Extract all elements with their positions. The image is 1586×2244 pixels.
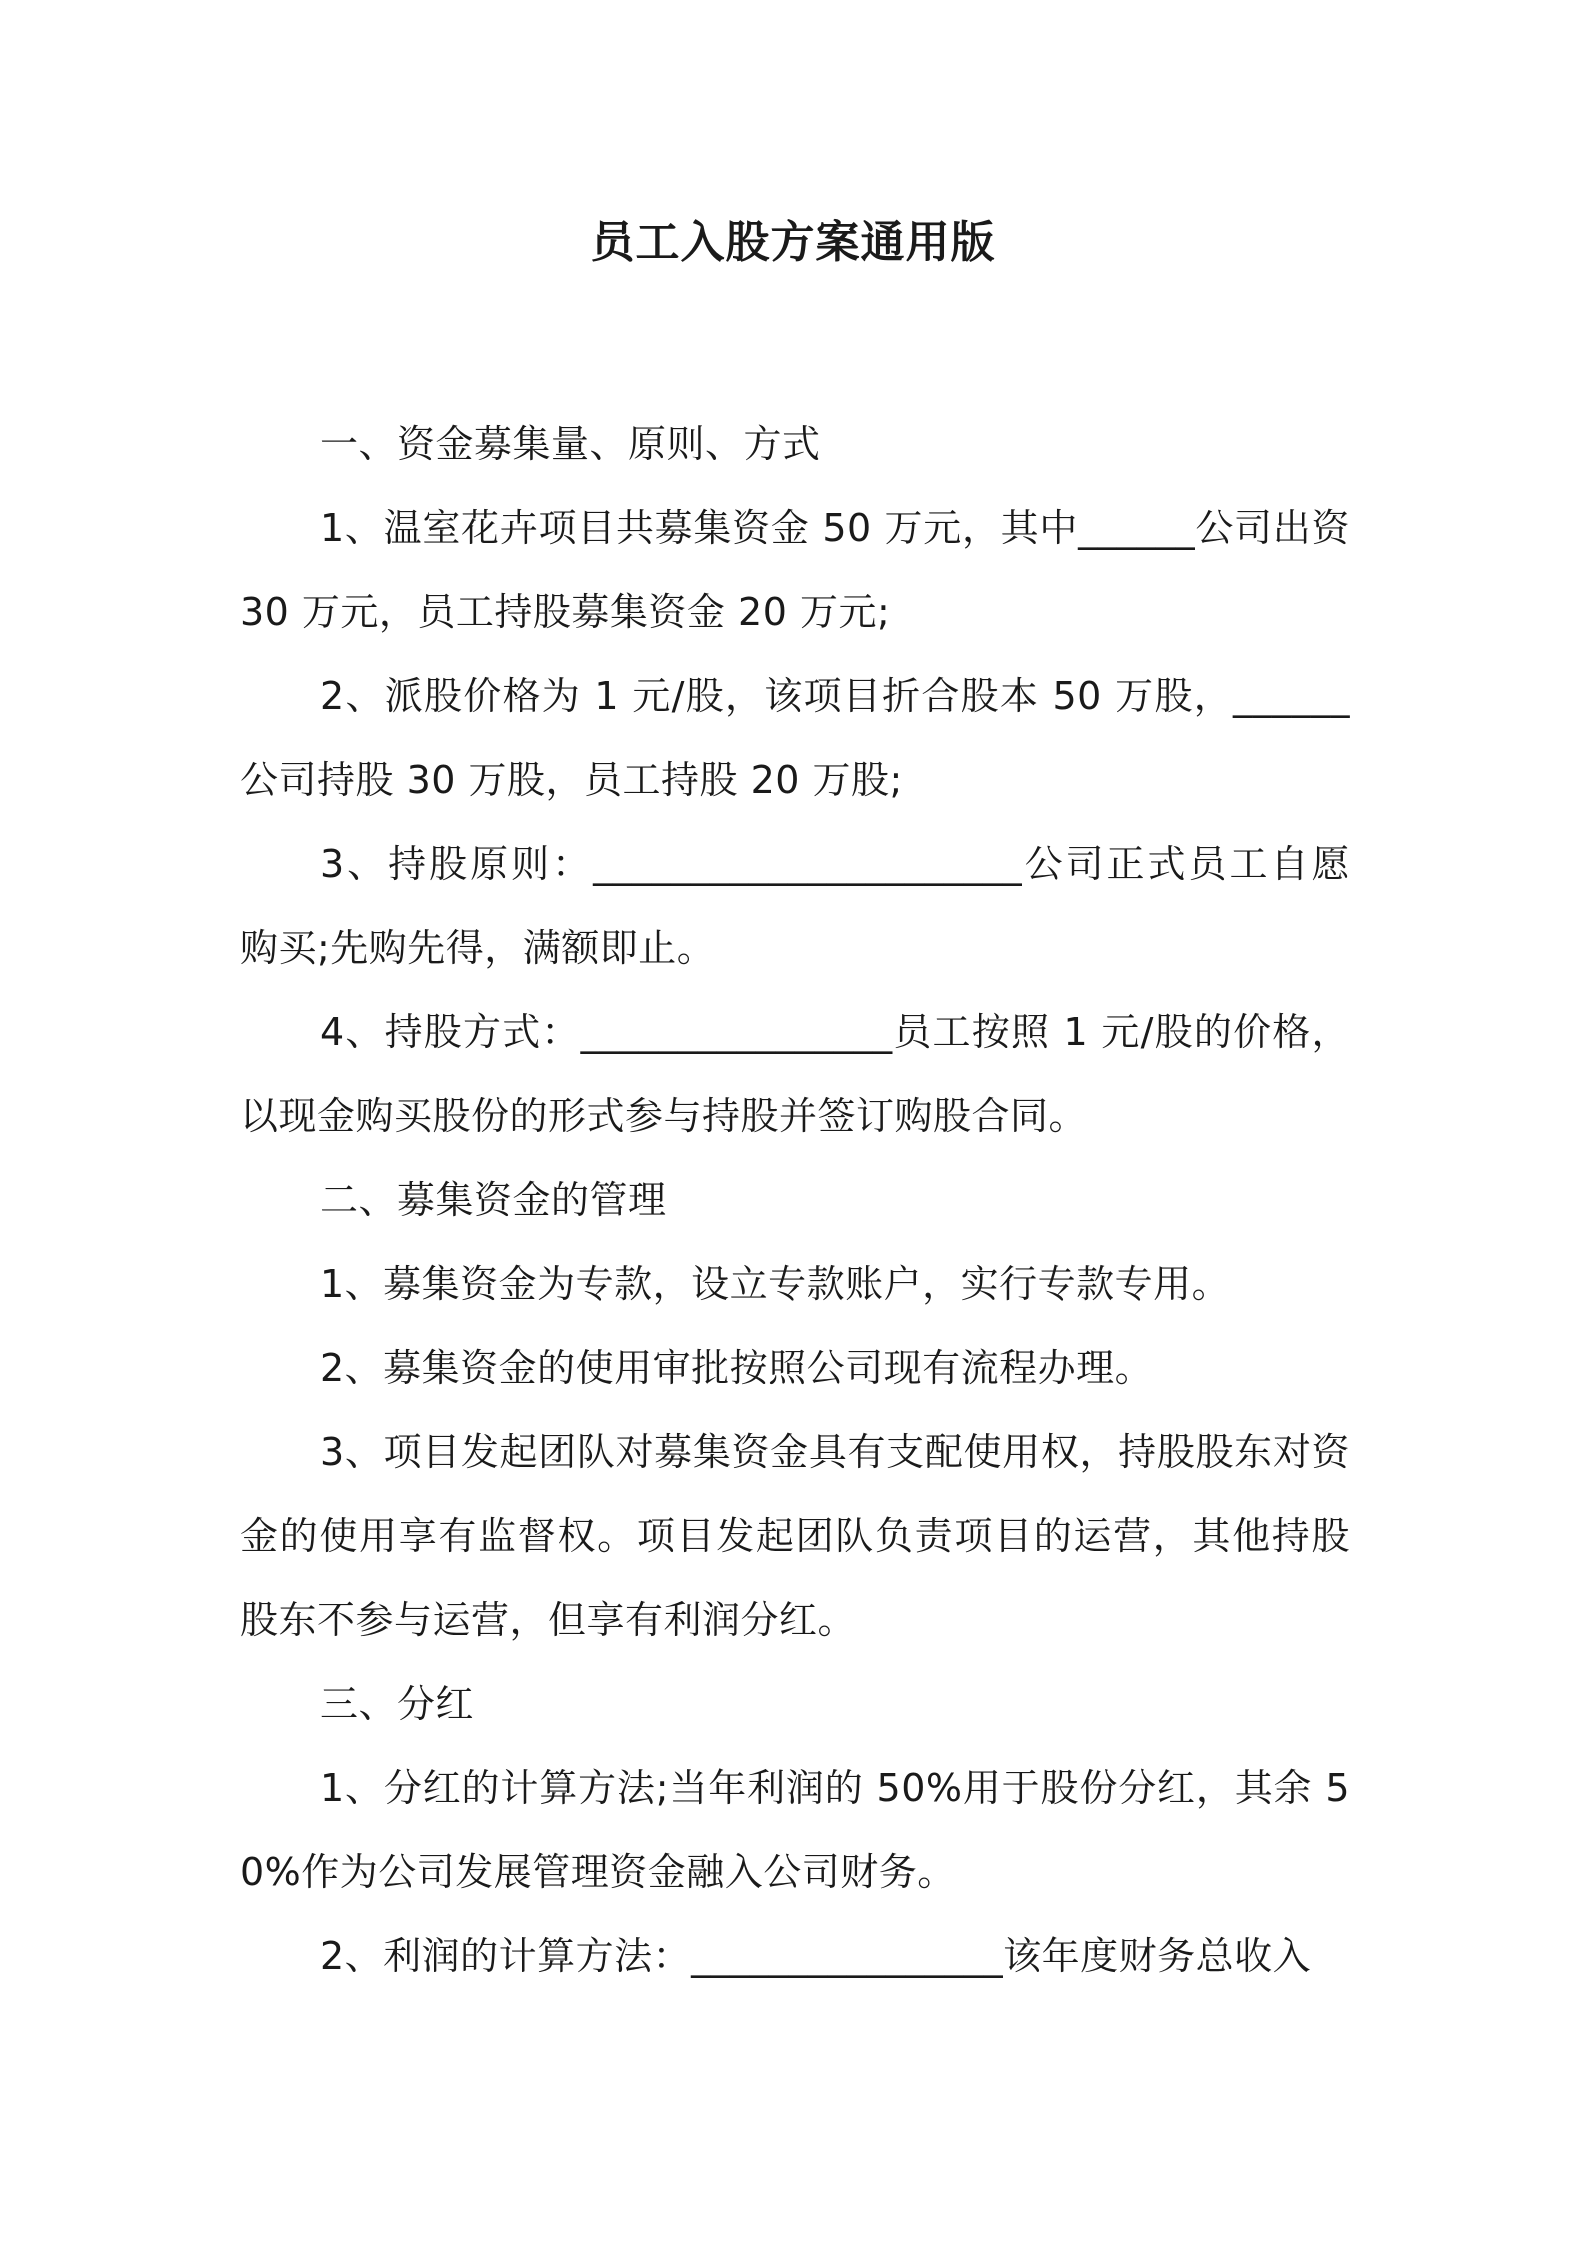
paragraph-share-price: 2、派股价格为 1 元/股，该项目折合股本 50 万股，______公司持股 30 万股，员工持股 20 万股; bbox=[240, 674, 1350, 802]
paragraph-special-account: 1、募集资金为专款，设立专款账户，实行专款专用。 bbox=[320, 1262, 1231, 1306]
paragraph-holding-method: 4、持股方式：________________员工按照 1 元/股的价格，以现金购买股份的形式参与持股并签订购股合同。 bbox=[240, 1010, 1350, 1138]
paragraph-approval-process: 2、募集资金的使用审批按照公司现有流程办理。 bbox=[320, 1346, 1154, 1390]
paragraph-dividend-calculation: 1、分红的计算方法;当年利润的 50%用于股份分红，其余 50%作为公司发展管理资金融入公司财务。 bbox=[240, 1766, 1350, 1894]
document-body bbox=[240, 402, 1350, 1998]
paragraph-holding-principle: 3、持股原则：______________________公司正式员工自愿购买;先购先得，满额即止。 bbox=[240, 842, 1350, 970]
paragraph-fund-amount: 1、温室花卉项目共募集资金 50 万元，其中______公司出资 30 万元，员工持股募集资金 20 万元; bbox=[240, 506, 1350, 634]
paragraph-profit-calculation: 2、利润的计算方法：________________该年度财务总收入 bbox=[320, 1934, 1312, 1978]
section-heading-dividends: 三、分红 bbox=[320, 1682, 475, 1726]
section-heading-fundraising: 一、资金募集量、原则、方式 bbox=[320, 422, 821, 466]
section-heading-fund-management: 二、募集资金的管理 bbox=[320, 1178, 667, 1222]
document-title: 员工入股方案通用版 bbox=[590, 217, 996, 268]
paragraph-usage-rights: 3、项目发起团队对募集资金具有支配使用权，持股股东对资金的使用享有监督权。项目发起团队负责项目的运营，其他持股股东不参与运营，但享有利润分红。 bbox=[240, 1430, 1350, 1642]
